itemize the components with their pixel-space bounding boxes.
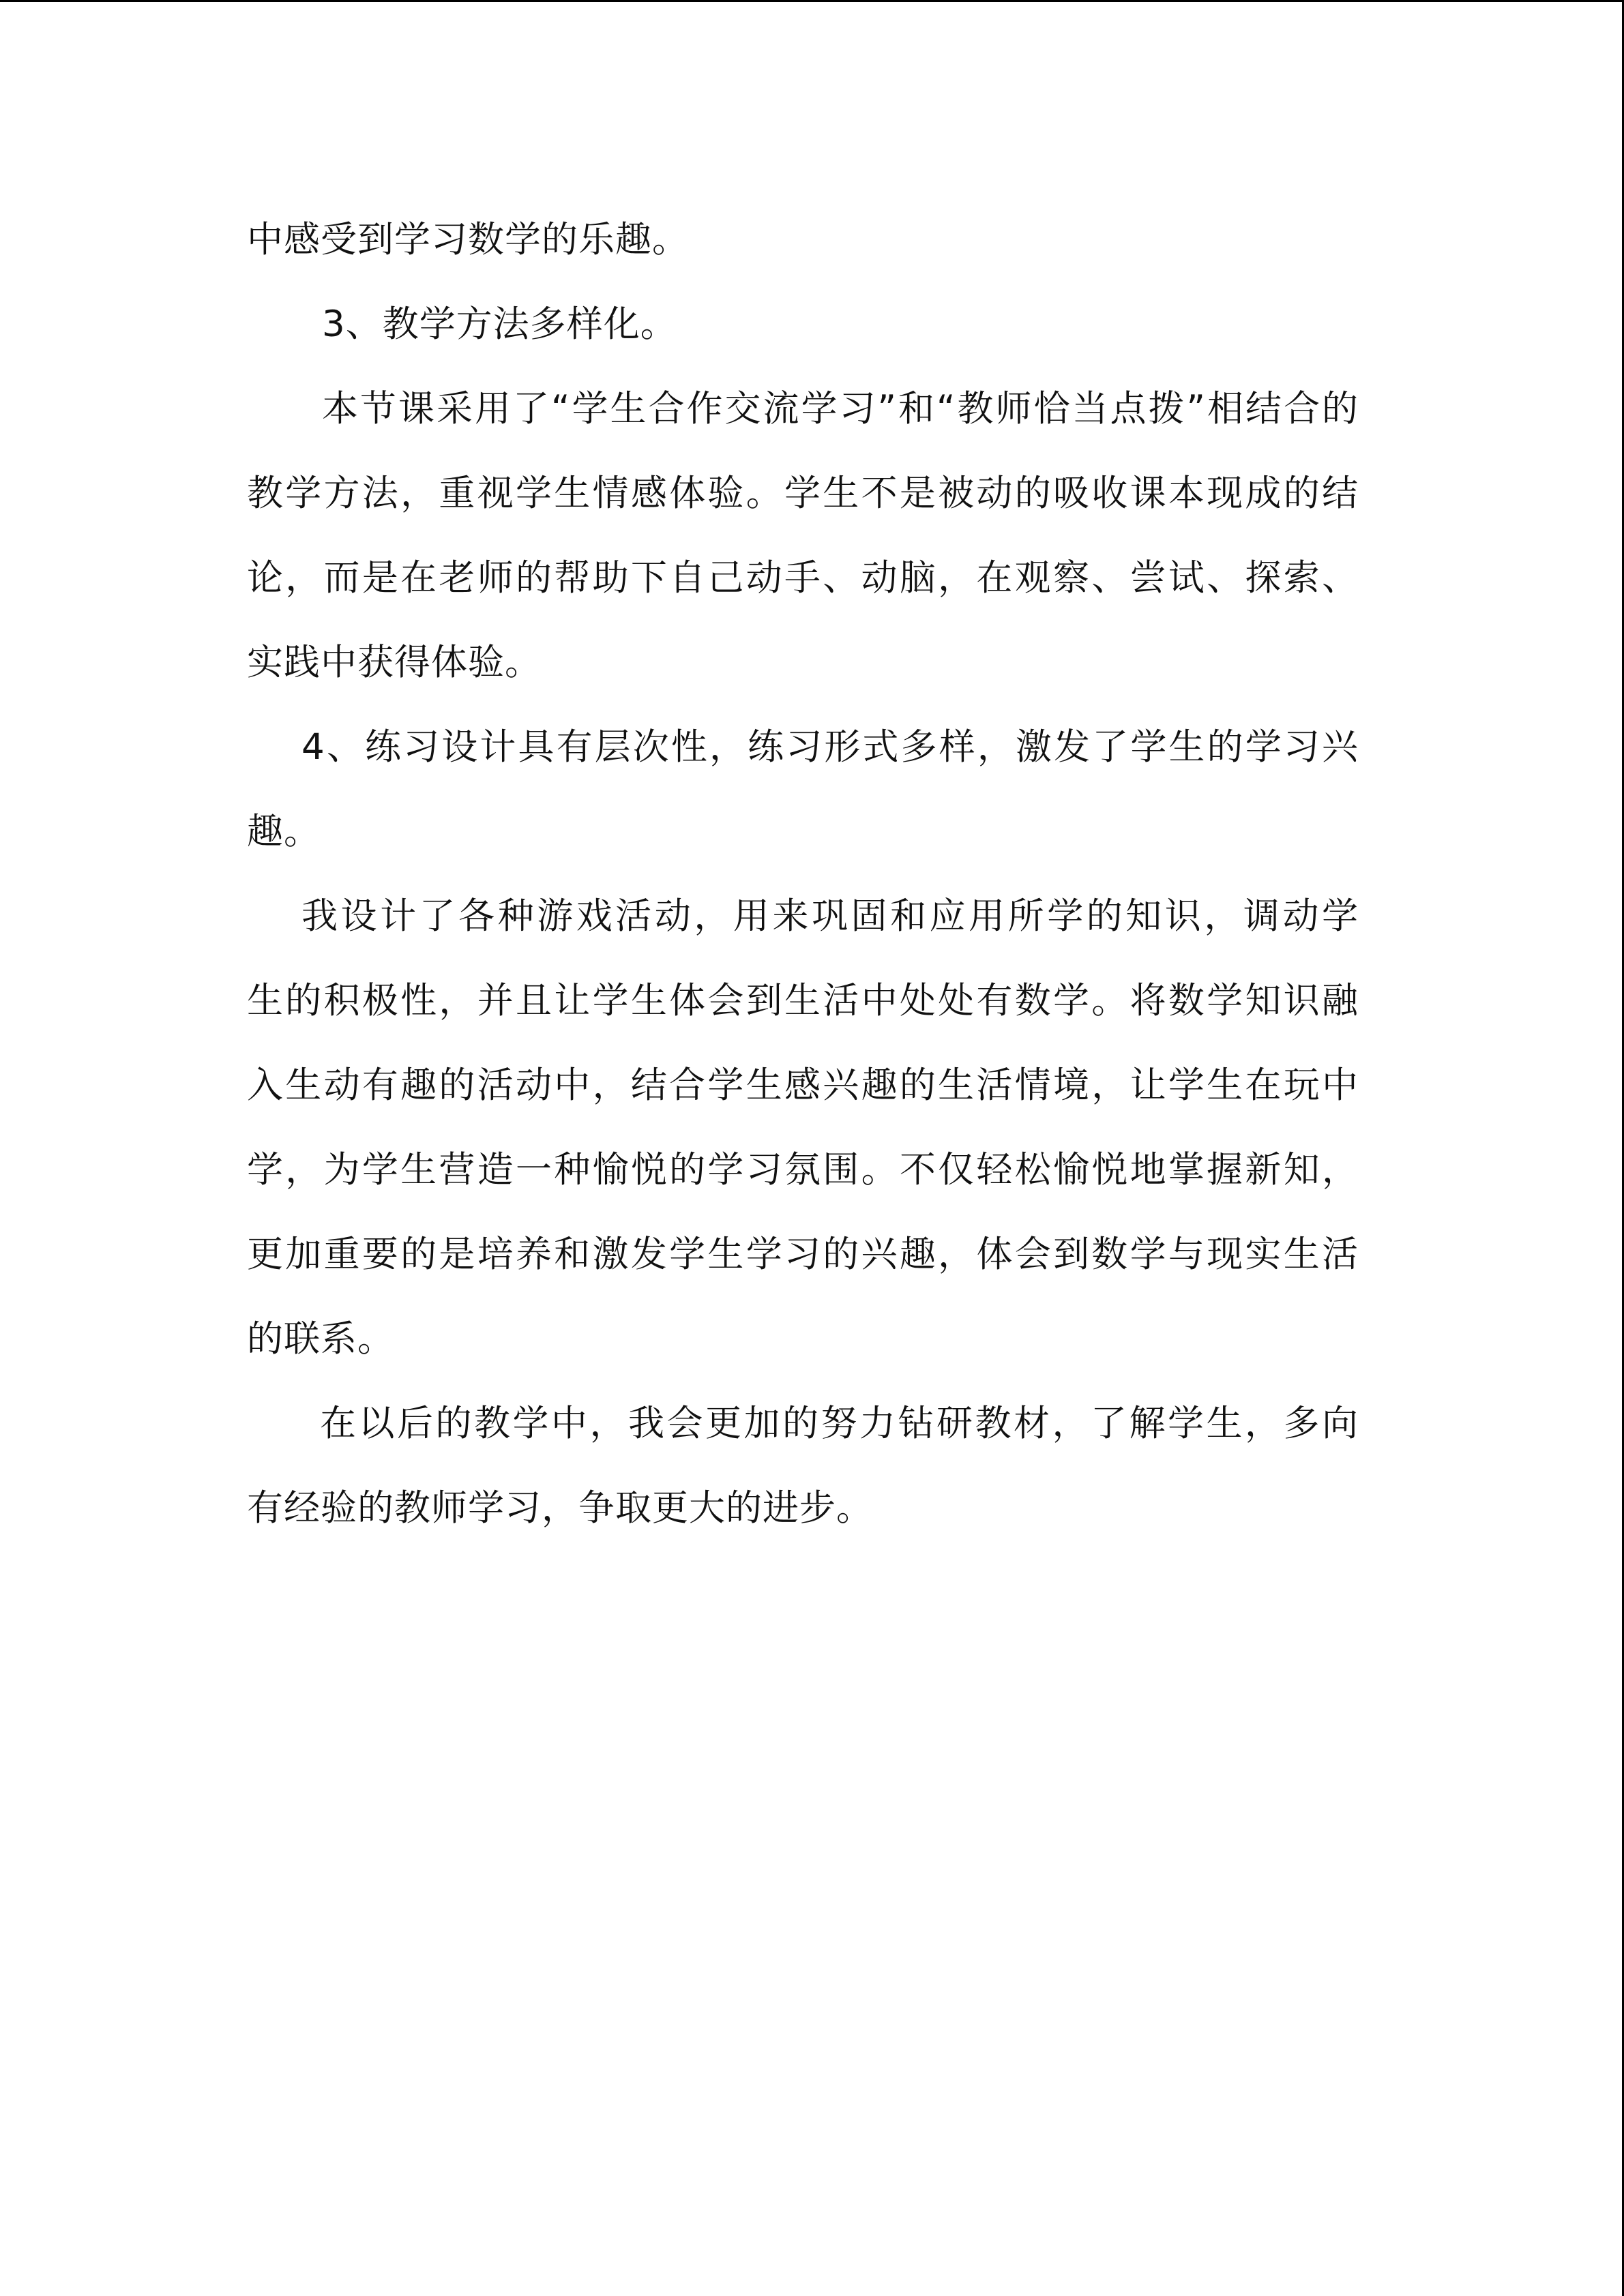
text-line: 本节课采用了“学生合作交流学习”和“教师恰当点拨”相结合的 — [322, 388, 1359, 430]
page-border-top — [0, 0, 1624, 2]
section-heading-3: 3、教学方法多样化。 — [322, 303, 677, 345]
text-line: 趣。 — [247, 811, 321, 852]
text-line: 更加重要的是培养和激发学生学习的兴趣，体会到数学与现实生活 — [247, 1234, 1359, 1275]
text-line: 学，为学生营造一种愉悦的学习氛围。不仅轻松愉悦地掌握新知， — [247, 1149, 1359, 1191]
text-line: 在以后的教学中，我会更加的努力钻研教材，了解学生，多向 — [320, 1403, 1359, 1444]
body-text — [247, 198, 1359, 1551]
text-line: 入生动有趣的活动中，结合学生感兴趣的生活情境，让学生在玩中 — [247, 1064, 1359, 1106]
text-line: 我设计了各种游戏活动，用来巩固和应用所学的知识，调动学 — [301, 895, 1359, 937]
text-line: 实践中获得体验。 — [247, 642, 542, 683]
text-line: 教学方法，重视学生情感体验。学生不是被动的吸收课本现成的结 — [247, 473, 1359, 514]
text-line: 生的积极性，并且让学生体会到生活中处处有数学。将数学知识融 — [247, 980, 1359, 1022]
text-line: 中感受到学习数学的乐趣。 — [247, 219, 689, 260]
text-line: 论，而是在老师的帮助下自己动手、动脑，在观察、尝试、探索、 — [247, 557, 1359, 599]
text-line: 有经验的教师学习，争取更大的进步。 — [247, 1487, 873, 1529]
text-line: 的联系。 — [247, 1318, 394, 1360]
section-heading-4: 4、练习设计具有层次性，练习形式多样，激发了学生的学习兴 — [301, 726, 1359, 768]
